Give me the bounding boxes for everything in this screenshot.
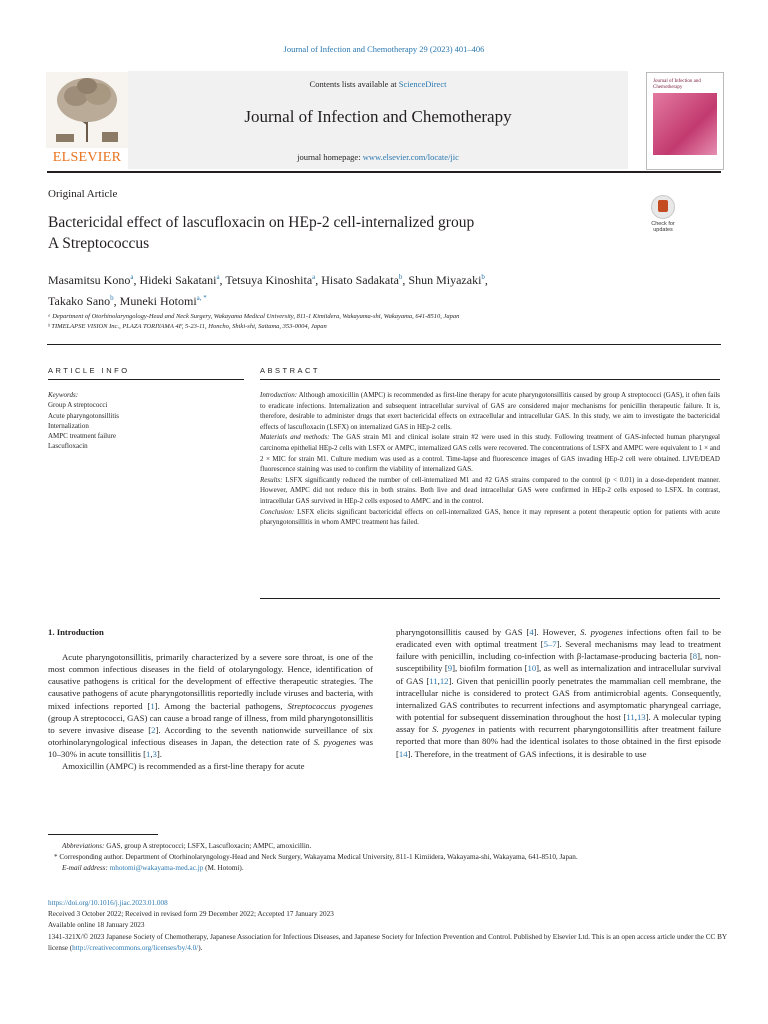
abstract-label: Introduction: <box>260 391 298 399</box>
abstract-text: The GAS strain M1 and clinical isolate strain #2 were used in this study. Following treatment of GAS-infected human pharyngeal carcinoma epithelial HEp-2 cells with LSFX or AMPC, internalized GAS cells were recovered. The concentrations of LSFX and AMPC were equivalent to 1 × and 2 × MIC for strain M1. Culture medium was used as a control. Time-lapse and fluorescence images of GAS invading HEp-2 cell were obtained. LIVE/DEAD fluorescence staining was used to confirm the viability of internalized GAS. <box>260 433 720 474</box>
copyright-notice <box>48 932 728 954</box>
doi-link[interactable]: https://doi.org/10.1016/j.jiac.2023.01.008 <box>48 899 168 907</box>
received-dates: Received 3 October 2022; Received in revised form 29 December 2022; Accepted 17 January 2023 <box>48 910 334 919</box>
citation-link[interactable]: 9 <box>447 663 453 674</box>
footnotes <box>48 841 720 874</box>
divider <box>260 598 720 599</box>
divider <box>47 344 721 345</box>
author-list <box>48 268 668 310</box>
author-name[interactable]: Shun Miyazaki <box>408 273 482 287</box>
article-type: Original Article <box>48 188 118 200</box>
author-line <box>48 268 668 289</box>
available-online: Available online 18 January 2023 <box>48 921 145 930</box>
citation-link[interactable]: 5–7 <box>543 639 557 650</box>
check-updates-label: Check for updates <box>651 221 675 233</box>
citation-link[interactable]: 2 <box>151 724 156 735</box>
paragraph: Acute pharyngotonsillitis, primarily characterized by a severe sore throat, is one of the most common infectious diseases in the field of otolaryngology. Hence, identification of causative pathogens is critical for the development of effective therapeutic strategies. The causative pathogens of acute pharyngotonsillitis reportedly include viruses and bacteria, with mixed infections reported [1]. Among the bacterial pathogens, Streptococcus pyogenes (group A streptococci, GAS) can cause a broad range of illness, from mild pharyngotonsillitis to severe invasive disease [2]. According to the seventh nationwide surveillance of six otorhinolaryngological infectious diseases in Japan, the detection rate of S. pyogenes was 10–30% in acute tonsillitis [1,3]. <box>48 652 374 760</box>
affiliation-marker[interactable]: a <box>216 273 220 281</box>
citation-link[interactable]: 12 <box>439 675 449 686</box>
paragraph: Amoxicillin (AMPC) is recommended as a first-line therapy for acute <box>62 761 305 772</box>
citation-link[interactable]: 11 <box>429 675 438 686</box>
elsevier-logo <box>46 72 128 168</box>
footnote-label: E-mail address: <box>62 864 108 872</box>
citation-link[interactable]: 10 <box>527 663 537 674</box>
abstract-heading: ABSTRACT <box>260 366 321 375</box>
abstract-text: Although amoxicillin (AMPC) is recommended as first-line therapy for acute pharyngotonsillitis caused by group A streptococci (GAS), it often fails to eradicate infections. Internalization and subsequent intracellular survival of GAS are considered major mechanisms for penicillin therapeutic failure. It is, therefore, desirable to administer drugs that exert bactericidal effects on extracellular and intracellular GAS. In this study, we aim to investigate the bactericidal effects of lascufloxacin (LSFX) on internalized GAS in HEp-2 cells. <box>260 391 720 431</box>
citation-link[interactable]: 3 <box>152 749 157 760</box>
homepage-link[interactable]: www.elsevier.com/locate/jic <box>362 152 459 162</box>
abstract-label: Materials and methods: <box>260 433 330 442</box>
journal-cover[interactable] <box>646 72 724 170</box>
footnote-text: GAS, group A streptococci; LSFX, Lascufloxacin; AMPC, amoxicillin. <box>104 842 312 850</box>
affiliation-marker[interactable]: a, * <box>196 294 207 302</box>
check-for-updates-button[interactable] <box>646 195 680 235</box>
abstract-methods <box>260 432 720 474</box>
citation-link[interactable]: 14 <box>398 748 408 759</box>
divider <box>260 379 720 380</box>
keywords-block <box>48 390 119 452</box>
author-name[interactable]: Hideki Sakatani <box>139 273 217 287</box>
affiliation-marker[interactable]: b <box>398 273 403 281</box>
citation-link[interactable]: 1 <box>145 749 151 760</box>
elsevier-wordmark: ELSEVIER <box>52 150 122 165</box>
cover-image <box>653 93 717 155</box>
check-updates-icon <box>651 195 675 219</box>
license-link[interactable]: http://creativecommons.org/licenses/by/4.0/ <box>72 943 199 952</box>
separator: , <box>484 273 488 287</box>
footnote-label: Abbreviations: <box>62 842 105 850</box>
keyword: Internalization <box>48 421 89 430</box>
abstract-label: Conclusion: <box>260 507 295 516</box>
affiliation-marker[interactable]: b <box>110 294 114 302</box>
affiliation-b: ᵇ TIMELAPSE VISION Inc., PLAZA TORIYAMA 4F, 5-23-11, Honcho, Shiki-shi, Saitama, 353-0004, Japan <box>48 323 327 330</box>
abstract-results <box>260 475 720 507</box>
citation-link[interactable]: 1 <box>150 700 155 711</box>
contents-prefix: Contents lists available at <box>309 79 399 89</box>
copyright-text: ). <box>198 943 203 952</box>
citation-link[interactable]: 11 <box>626 712 635 723</box>
abstract-conclusion <box>260 507 720 528</box>
elsevier-tree-icon <box>46 72 128 148</box>
sciencedirect-link[interactable]: ScienceDirect <box>398 79 447 89</box>
author-name[interactable]: Takako Sano <box>48 294 111 308</box>
citation-link[interactable]: 8 <box>692 651 698 662</box>
author-name[interactable]: Muneki Hotomi <box>119 294 197 308</box>
body-column-left <box>48 651 373 773</box>
paragraph: pharyngotonsillitis caused by GAS [4]. However, S. pyogenes infections often fail to be eradicated even with optimal treatment [5–7]. Several mechanisms may lead to treatment failure with penicillin, including co-infection with β-lactamase-producing bacteria [8], non-susceptibility [9], biofilm formation [10], as well as internalization and intracellular survival of GAS [11,12]. Given that penicillin poorly penetrates the mammalian cell membrane, the intracellular niche is considered to protect GAS from antimicrobial agents. Consequently, internalized GAS contributes to recurrent infections and asymptomatic pharyngeal carriage, with potential for subsequent dissemination throughout the host [11,13]. A molecular typing assay for S. pyogenes in patients with recurrent pharyngotonsillitis after treatment failure reported that more than 80% had the identical isolates to those obtained in the first episode [14]. Therefore, in the treatment of GAS infections, it is desirable to use <box>396 627 721 759</box>
abbreviations-note <box>48 841 720 852</box>
copyright-text: 1341-321X/© 2023 Japanese Society of Chemotherapy, Japanese Association for Infectious Diseases, and Japanese Society for Infection Prevention and Control. Published by Elsevier Ltd. This is an open access article under the CC BY license ( <box>48 932 727 952</box>
keyword: Acute pharyngotonsillitis <box>48 411 119 420</box>
publication-info <box>48 898 728 954</box>
title-line: Bactericidal effect of lascufloxacin on HEp-2 cell-internalized group <box>48 214 475 231</box>
journal-title: Journal of Infection and Chemotherapy <box>244 107 512 126</box>
keyword: AMPC treatment failure <box>48 432 117 441</box>
title-line: A Streptococcus <box>48 235 150 252</box>
affiliation-a: ᵃ Department of Otorhinolaryngology-Head and Neck Surgery, Wakayama Medical University, 811-1 Kimiidera, Wakayama-shi, Wakayama, 641-8510, Japan <box>48 313 460 320</box>
abstract-text: LSFX elicits significant bactericidal effects on cell-internalized GAS, hence it may represent a potent therapeutic option for patients with acute pharyngotonsillitis in whom AMPC treatment has failed. <box>260 507 720 527</box>
affiliation-marker[interactable]: b <box>481 273 485 281</box>
section-heading: 1. Introduction <box>48 627 104 637</box>
separator: , <box>315 273 322 287</box>
divider <box>47 171 721 173</box>
abstract-body <box>260 390 720 528</box>
contents-line <box>128 79 628 89</box>
divider <box>48 834 158 835</box>
body-column-right <box>396 626 721 760</box>
author-name[interactable]: Tetsuya Kinoshita <box>225 273 313 287</box>
article-title <box>48 212 608 254</box>
separator: , <box>133 273 140 287</box>
email-note <box>48 863 720 874</box>
citation-link[interactable]: 4 <box>529 627 534 637</box>
separator: , <box>402 273 409 287</box>
corresponding-author-note: * Corresponding author. Department of Otorhinolaryngology-Head and Neck Surgery, Wakayama Medical University, 811-1 Kimiidera, Wakayama-shi, Wakayama, 641-8510, Japan. <box>54 853 578 861</box>
homepage-prefix: journal homepage: <box>297 152 363 162</box>
keyword: Lascufloxacin <box>48 442 88 451</box>
homepage-line <box>128 152 628 162</box>
article-info-heading: ARTICLE INFO <box>48 366 130 375</box>
author-line <box>48 289 668 310</box>
footnote-text: (M. Hotomi). <box>203 864 244 872</box>
author-name[interactable]: Masamitsu Kono <box>48 273 131 287</box>
abstract-label: Results: <box>260 475 283 484</box>
abstract-text: LSFX significantly reduced the number of cell-internalized M1 and #2 GAS strains compared to the control (p < 0.01) in a dose-dependent manner. However, AMPC did not reduce this in both strains. Both live and dead intracellular GAS were confirmed in HEp-2 cells exposed to LSFX. In contrast, intracellular GAS survived in HEp-2 cells exposed to AMPC and in the control. <box>260 475 720 505</box>
author-name[interactable]: Hisato Sadakata <box>321 273 399 287</box>
divider <box>48 379 244 380</box>
separator: , <box>219 273 226 287</box>
separator: , <box>113 294 120 308</box>
running-head[interactable]: Journal of Infection and Chemotherapy 29 (2023) 401–406 <box>283 44 485 54</box>
keyword: Group A streptococci <box>48 401 108 410</box>
abstract-introduction <box>260 390 720 432</box>
affiliation-marker[interactable]: a <box>312 273 316 281</box>
cover-title: Journal of Infection and Chemotherapy <box>653 79 701 90</box>
affiliation-marker[interactable]: a <box>130 273 134 281</box>
citation-link[interactable]: 13 <box>636 712 646 723</box>
keywords-label: Keywords: <box>48 391 79 399</box>
email-link[interactable]: mhotomi@wakayama-med.ac.jp <box>109 864 204 872</box>
